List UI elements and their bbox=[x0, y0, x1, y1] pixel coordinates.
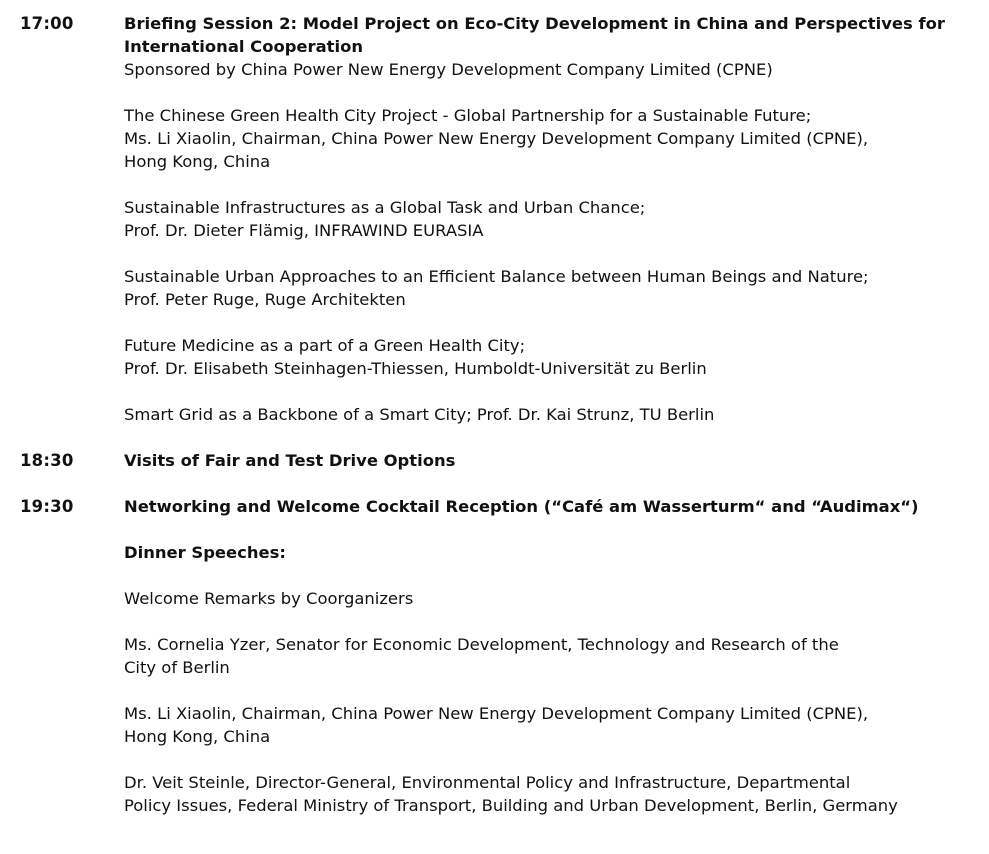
session-time: 19:30 bbox=[20, 497, 74, 516]
speech-line: Policy Issues, Federal Ministry of Transport, Building and Urban Development, Berlin, Germany bbox=[124, 796, 898, 815]
spacer bbox=[124, 242, 989, 265]
spacer bbox=[124, 564, 989, 587]
speech-line: Welcome Remarks by Coorganizers bbox=[124, 589, 414, 608]
speech-item bbox=[124, 702, 989, 748]
spacer bbox=[124, 173, 989, 196]
spacer bbox=[124, 380, 989, 403]
spacer bbox=[124, 518, 989, 541]
agenda-entry-1830 bbox=[0, 449, 989, 472]
talk-item bbox=[124, 334, 989, 380]
session-title-line: International Cooperation bbox=[124, 37, 363, 56]
agenda-page bbox=[0, 12, 989, 817]
talk-line: Prof. Dr. Elisabeth Steinhagen-Thiessen, Humboldt-Universität zu Berlin bbox=[124, 359, 707, 378]
session-title: Networking and Welcome Cocktail Reception (“Café am Wasserturm“ and “Audimax“) bbox=[124, 497, 919, 516]
session-sponsor: Sponsored by China Power New Energy Development Company Limited (CPNE) bbox=[124, 60, 773, 79]
speech-item bbox=[124, 587, 989, 610]
session-title: Visits of Fair and Test Drive Options bbox=[124, 451, 456, 470]
spacer bbox=[124, 81, 989, 104]
talk-item bbox=[124, 104, 989, 173]
talk-line: Sustainable Urban Approaches to an Efficient Balance between Human Beings and Nature; bbox=[124, 267, 869, 286]
agenda-entry-1930 bbox=[0, 495, 989, 817]
spacer bbox=[0, 472, 989, 495]
talk-line: The Chinese Green Health City Project - Global Partnership for a Sustainable Future; bbox=[124, 106, 812, 125]
speech-line: City of Berlin bbox=[124, 658, 230, 677]
speech-item bbox=[124, 633, 989, 679]
session-time: 17:00 bbox=[20, 14, 74, 33]
speech-line: Ms. Cornelia Yzer, Senator for Economic Development, Technology and Research of the bbox=[124, 635, 839, 654]
spacer bbox=[124, 311, 989, 334]
talk-item bbox=[124, 196, 989, 242]
dinner-speeches-heading: Dinner Speeches: bbox=[124, 543, 286, 562]
talk-line: Future Medicine as a part of a Green Health City; bbox=[124, 336, 526, 355]
speech-line: Ms. Li Xiaolin, Chairman, China Power New Energy Development Company Limited (CPNE), bbox=[124, 704, 869, 723]
spacer bbox=[124, 610, 989, 633]
talk-line: Ms. Li Xiaolin, Chairman, China Power New Energy Development Company Limited (CPNE), bbox=[124, 129, 869, 148]
session-time: 18:30 bbox=[20, 451, 74, 470]
speech-item bbox=[124, 771, 989, 817]
talk-item bbox=[124, 403, 989, 426]
talk-line: Smart Grid as a Backbone of a Smart City; Prof. Dr. Kai Strunz, TU Berlin bbox=[124, 405, 715, 424]
speech-line: Dr. Veit Steinle, Director-General, Environmental Policy and Infrastructure, Departmental bbox=[124, 773, 851, 792]
agenda-entry-1700 bbox=[0, 12, 989, 426]
spacer bbox=[0, 426, 989, 449]
spacer bbox=[124, 748, 989, 771]
session-title-line: Briefing Session 2: Model Project on Eco-City Development in China and Perspectives for bbox=[124, 14, 945, 33]
speech-line: Hong Kong, China bbox=[124, 727, 271, 746]
spacer bbox=[124, 679, 989, 702]
talk-line: Hong Kong, China bbox=[124, 152, 271, 171]
talk-line: Prof. Dr. Dieter Flämig, INFRAWIND EURASIA bbox=[124, 221, 484, 240]
talk-line: Prof. Peter Ruge, Ruge Architekten bbox=[124, 290, 406, 309]
talk-item bbox=[124, 265, 989, 311]
talk-line: Sustainable Infrastructures as a Global Task and Urban Chance; bbox=[124, 198, 646, 217]
